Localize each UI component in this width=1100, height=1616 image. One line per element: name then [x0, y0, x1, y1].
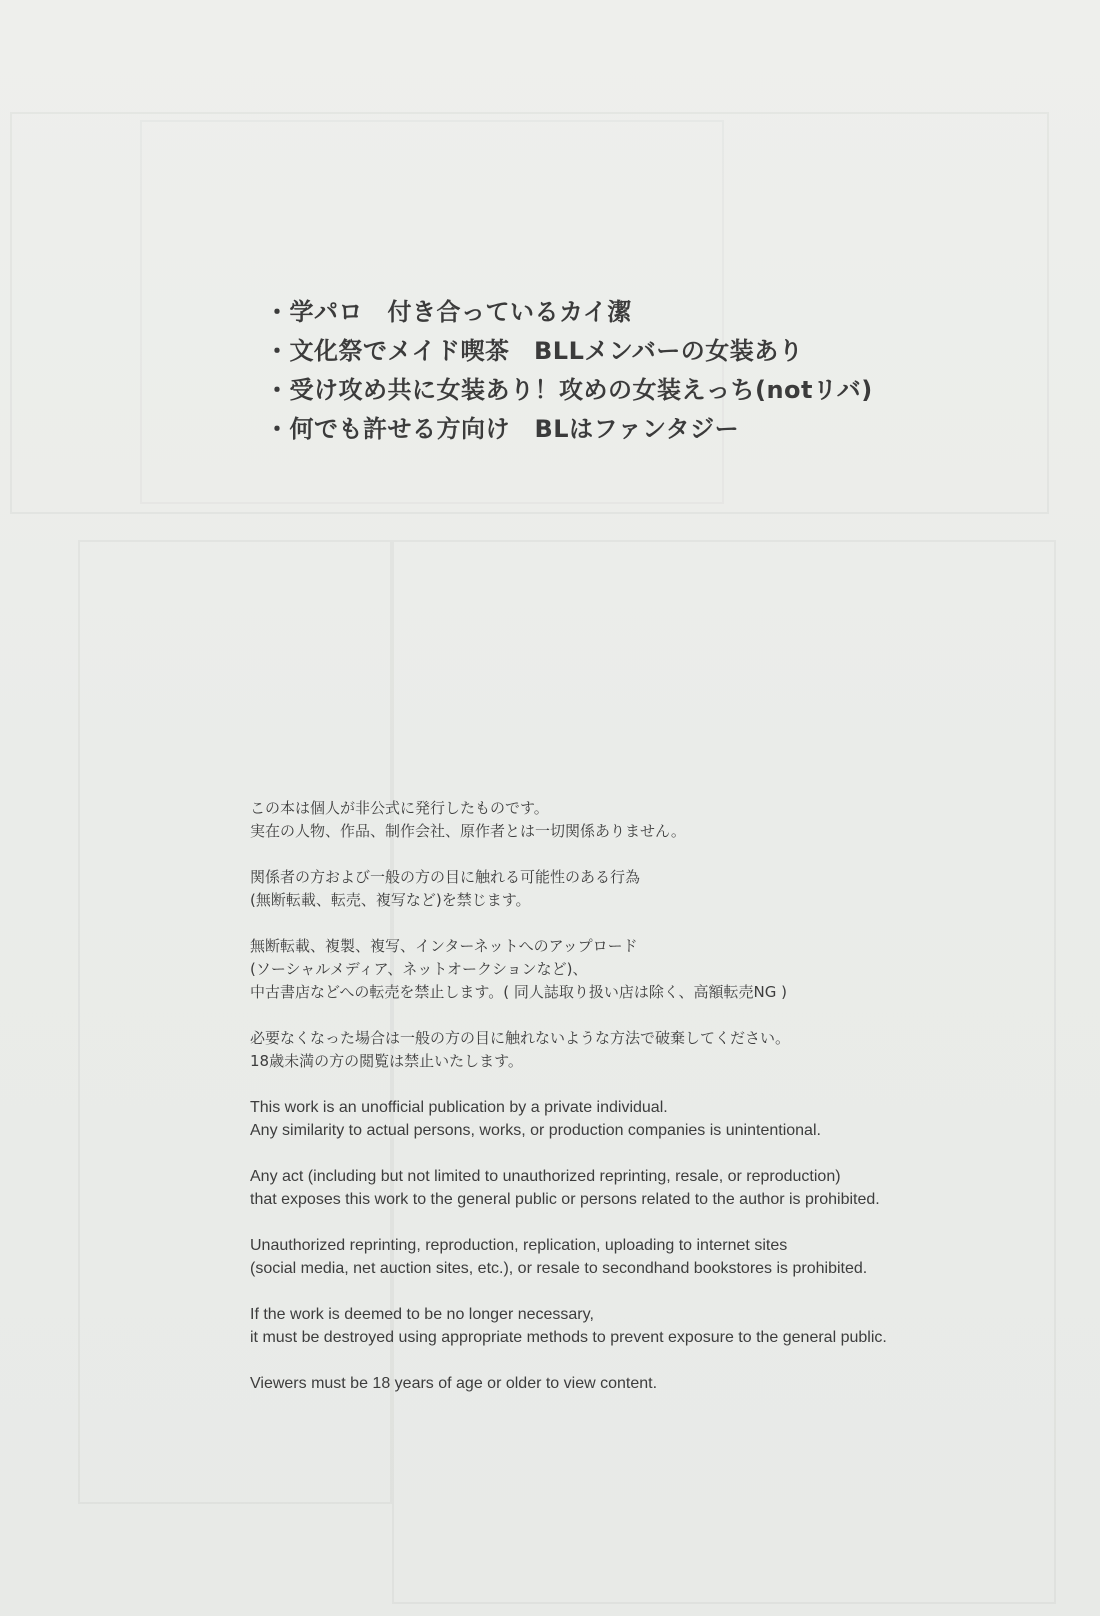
notice-paragraph — [250, 866, 1010, 912]
content-warnings — [265, 293, 873, 449]
notice-line: This work is an unofficial publication by a private individual. — [250, 1099, 668, 1116]
notice-line: 必要なくなった場合は一般の方の目に触れないような方法で破棄してください。 — [250, 1029, 791, 1047]
notice-line: Any act (including but not limited to unauthorized reprinting, resale, or reproduction) — [250, 1168, 841, 1185]
warning-item: ・文化祭でメイド喫茶 BLLメンバーの女装あり — [265, 337, 804, 365]
notice-line: (無断転載、転売、複写など)を禁じます。 — [250, 891, 531, 909]
notice-paragraph — [250, 1096, 1010, 1142]
notice-line: Viewers must be 18 years of age or older to view content. — [250, 1375, 658, 1392]
notice-line: (ソーシャルメディア、ネットオークションなど)、 — [250, 960, 588, 978]
notice-line: Any similarity to actual persons, works, or production companies is unintentional. — [250, 1122, 821, 1139]
notice-line: 中古書店などへの転売を禁止します。( 同人誌取り扱い店は除く、高額転売NG ) — [250, 983, 787, 1001]
notice-line: Unauthorized reprinting, reproduction, replication, uploading to internet sites — [250, 1237, 788, 1254]
notice-line: 18歳未満の方の閲覧は禁止いたします。 — [250, 1052, 523, 1070]
legal-notice-japanese — [250, 797, 1010, 1073]
legal-notice — [250, 797, 1010, 1418]
notice-line: If the work is deemed to be no longer necessary, — [250, 1306, 594, 1323]
notice-paragraph — [250, 935, 1010, 1004]
legal-notice-english — [250, 1096, 1010, 1395]
notice-paragraph — [250, 797, 1010, 843]
notice-line: この本は個人が非公式に発行したものです。 — [250, 799, 549, 817]
notice-line: 関係者の方および一般の方の目に触れる可能性のある行為 — [250, 868, 641, 886]
notice-paragraph — [250, 1234, 1010, 1280]
notice-line: 無断転載、複製、複写、インターネットへのアップロード — [250, 937, 638, 955]
notice-line: it must be destroyed using appropriate methods to prevent exposure to the general public. — [250, 1329, 887, 1346]
notice-line: 実在の人物、作品、制作会社、原作者とは一切関係ありません。 — [250, 822, 686, 840]
warning-item: ・何でも許せる方向け BLはファンタジー — [265, 415, 740, 443]
notice-paragraph — [250, 1165, 1010, 1211]
notice-line: (social media, net auction sites, etc.), or resale to secondhand bookstores is prohibited. — [250, 1260, 868, 1277]
notice-paragraph — [250, 1372, 1010, 1395]
warning-item: ・受け攻め共に女装あり！攻めの女装えっち(notリバ) — [265, 376, 873, 404]
notice-paragraph — [250, 1303, 1010, 1349]
warning-item: ・学パロ 付き合っているカイ潔 — [265, 298, 632, 326]
notice-line: that exposes this work to the general public or persons related to the author is prohibited. — [250, 1191, 880, 1208]
notice-paragraph — [250, 1027, 1010, 1073]
